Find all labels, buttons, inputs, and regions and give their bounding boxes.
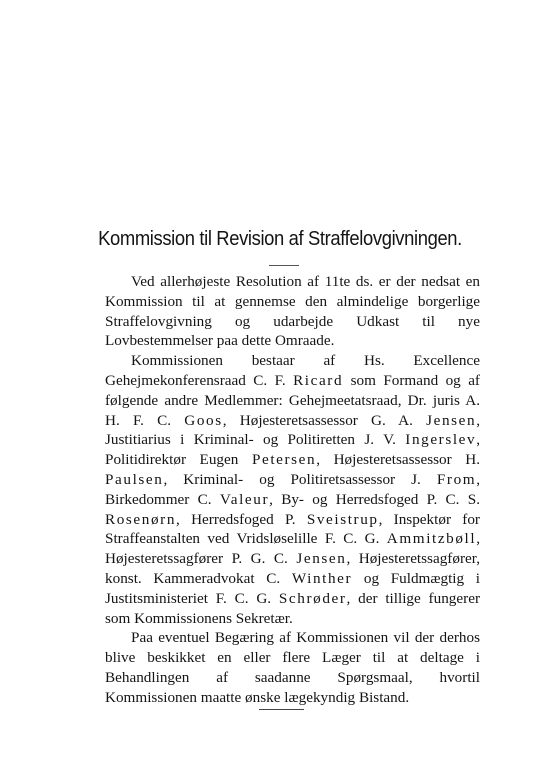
text-run: , der tillige fungerer som Kommissionens Sekretær. (105, 589, 480, 627)
text-run: , Herredsfoged P. (176, 510, 307, 528)
text-run: , Politidirektør Eugen (105, 431, 480, 469)
spaced-name: From (436, 470, 477, 488)
text-run: , Inspektør for Straffeanstalten ved Vridsløselille F. C. G. (105, 510, 480, 548)
bottom-divider (259, 709, 304, 710)
text-run: , Højesteretssagfører, konst. Kammeradvokat C. (105, 550, 480, 587)
text-run: , Højesteretsassessor G. A. (222, 411, 427, 429)
spaced-name: Goos (184, 411, 223, 429)
text-run: , Kriminal- og Politiretsassessor J. (163, 470, 437, 488)
text-run: Kommissionen bestaar af Hs. Excellence Gehejmekonferensraad C. F. (105, 352, 480, 389)
spaced-name: Ingerslev (405, 431, 477, 449)
spaced-name: Winther (291, 569, 353, 587)
spaced-name: Jensen (296, 550, 347, 568)
spaced-name: Paulsen (105, 470, 164, 488)
spaced-name: Sveistrup (306, 510, 379, 528)
paragraph (105, 351, 480, 628)
spaced-name: Ammitzbøll (386, 530, 477, 548)
text-run: , Birkedommer C. (105, 470, 480, 508)
spaced-name: Valeur (219, 490, 270, 508)
document-body (105, 272, 480, 708)
spaced-name: Schrøder (278, 589, 347, 607)
spaced-name: Ricard (293, 371, 344, 389)
text-run: , Højesteretsassessor H. (316, 451, 480, 469)
paragraph (105, 628, 480, 707)
text-run: Paa eventuel Begæring af Kommissionen vil der derhos blive beskikket en eller flere Læger til at deltage i Behandlingen af saadanne Spørgsmaal, hvortil Kommissionen maatte ønske lægekyndig Bistand. (105, 629, 480, 706)
text-run: Ved allerhøjeste Resolution af 11te ds. er der nedsat en Kommission til at gennemse den almindelige borgerlige Straffelovgivning og udarbejde Udkast til nye Lovbestemmelser paa dette Omraade. (105, 273, 480, 350)
text-run: og Fuldmægtig i Justitsministeriet F. C. G. (105, 569, 480, 607)
text-run: som Formand og af følgende andre Medlemmer: Gehejmeetatsraad, Dr. juris A. H. F. C. (105, 371, 480, 429)
spaced-name: Rosenørn (105, 510, 177, 528)
text-run: , Justitiarius i Kriminal- og Politiretten J. V. (105, 411, 480, 449)
paragraph (105, 272, 480, 351)
document-title: Kommission til Revision af Straffelovgivningen. (98, 228, 462, 250)
text-run: , Højesteretssagfører P. G. C. (105, 530, 480, 568)
spaced-name: Jensen (426, 411, 477, 429)
text-run: , By- og Herredsfoged P. C. S. (269, 490, 480, 508)
spaced-name: Petersen (251, 451, 317, 469)
title-divider (269, 265, 299, 266)
